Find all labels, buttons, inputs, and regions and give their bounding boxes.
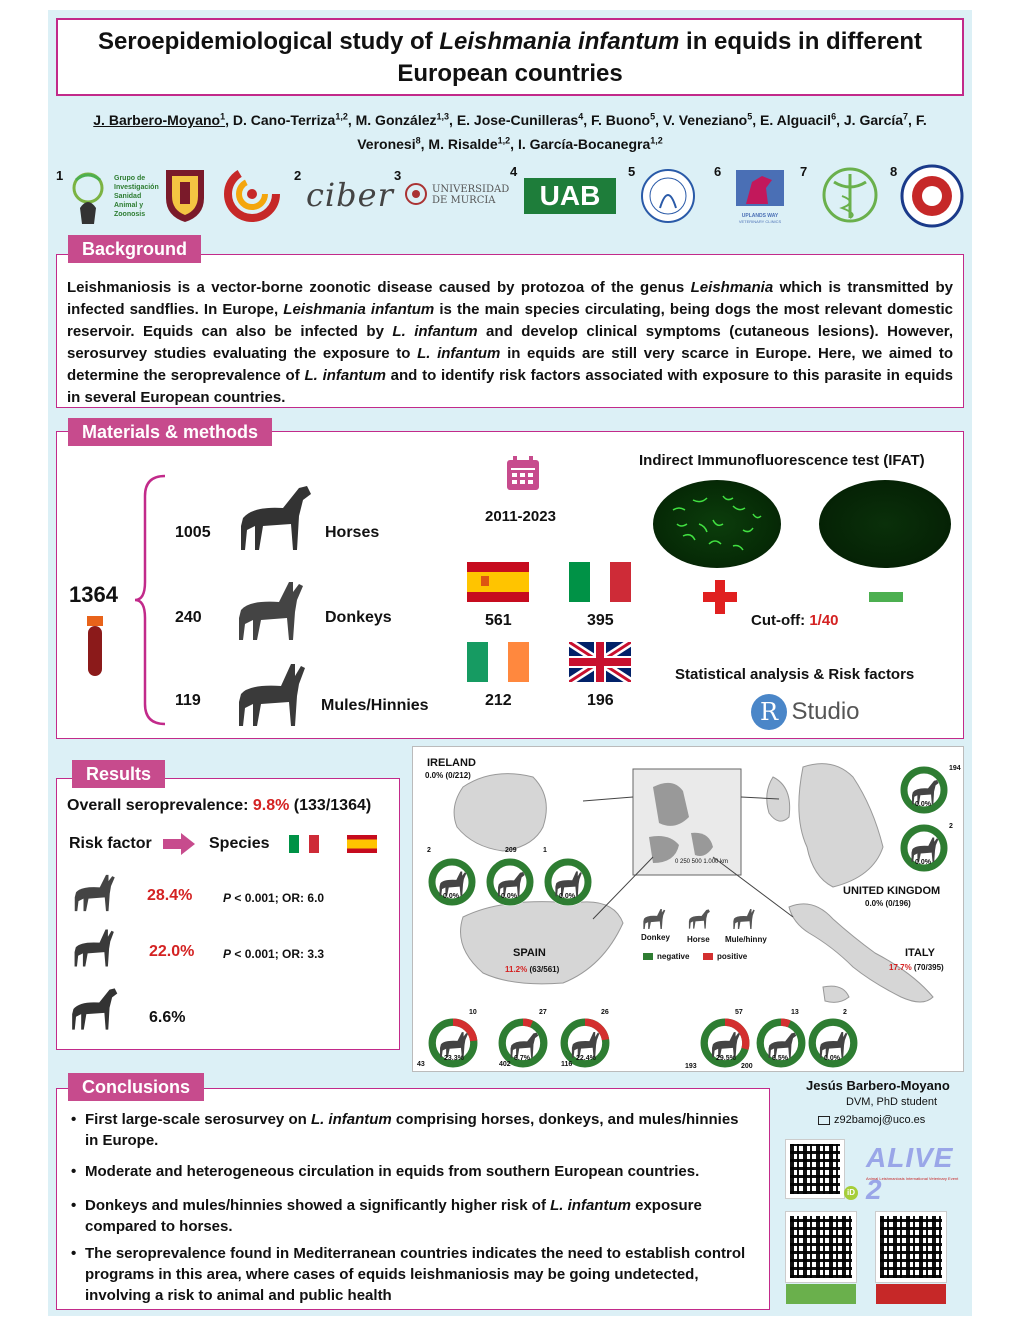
- affil-number: 1: [56, 168, 64, 183]
- blood-tube-icon: [83, 616, 107, 680]
- total-sample-count: 1364: [69, 582, 118, 607]
- overall-seroprevalence: Overall seroprevalence: 9.8% (133/1364): [67, 797, 372, 814]
- logo-row: [48, 160, 972, 230]
- rstudio-text: Studio: [791, 698, 860, 725]
- cutoff: Cut-off: 1/40: [751, 612, 839, 629]
- ring-count: 57: [735, 1009, 743, 1016]
- ifat-negative-image: [819, 480, 951, 568]
- risk-factor-label: Risk factor: [69, 835, 152, 852]
- ring-percentage: 6.5%: [772, 1055, 788, 1062]
- conclusion-item: • First large-scale serosurvey on L. infantum comprising horses, donkeys, and mules/hinnies in Europe.: [85, 1109, 745, 1151]
- minus-icon: [869, 592, 903, 602]
- italy-count: 395: [587, 612, 614, 629]
- ring-count: 13: [791, 1009, 799, 1016]
- author-name: J. García: [843, 111, 904, 128]
- first-author: J. Barbero-Moyano$^1$: [93, 111, 226, 128]
- ring-percentage: 0.0%: [824, 1055, 840, 1062]
- map-panel: [412, 746, 964, 1072]
- author-name: F. Veronesi: [357, 111, 927, 153]
- results-section: [56, 778, 400, 1050]
- background-section: [56, 254, 964, 408]
- mule-prevalence: 22.0%: [149, 943, 195, 960]
- legend-horse-label: Horse: [687, 935, 710, 944]
- bologna-seal-icon: [900, 164, 964, 228]
- donkey-count: 240: [175, 609, 202, 626]
- map-uk-label: UNITED KINGDOM: [843, 885, 941, 897]
- qr-code-1-banner: [786, 1284, 856, 1304]
- ring-count: 200: [741, 1063, 753, 1070]
- map-italy-label: ITALY: [905, 947, 935, 959]
- ring-count: 10: [469, 1009, 477, 1016]
- alive-logo: ALIVE 2: [866, 1142, 954, 1205]
- ireland-count: 212: [485, 692, 512, 709]
- author-name: V. Veneziano: [662, 111, 748, 128]
- author-name: I. García-Bocanegra: [517, 136, 651, 153]
- group-animal-icon: [68, 168, 108, 228]
- methods-section: [56, 431, 964, 739]
- mule-icon: [233, 658, 317, 732]
- orcid-icon: iD: [844, 1186, 858, 1200]
- mule-row-icon: [71, 925, 121, 971]
- uplands-horse-icon: [732, 168, 788, 208]
- ring-percentage: 22.4%: [576, 1055, 596, 1062]
- conclusion-item: • Donkeys and mules/hinnies showed a significantly higher risk of L. infantum exposure compared to horses.: [85, 1195, 745, 1237]
- plus-icon: [703, 580, 737, 614]
- author-name: F. Buono: [591, 111, 651, 128]
- ifat-positive-image: [653, 480, 781, 568]
- ring-count: 2: [843, 1009, 847, 1016]
- map-spain-label: SPAIN: [513, 947, 546, 959]
- conclusions-heading: Conclusions: [68, 1073, 204, 1101]
- donkey-stat: P < 0.001; OR: 6.0: [223, 891, 325, 905]
- caduceus-icon: [820, 166, 880, 224]
- ring-percentage: 0.0%: [443, 893, 459, 900]
- contact-email[interactable]: z92bamoj@uco.es: [818, 1114, 925, 1126]
- ring-percentage: 0.0%: [501, 893, 517, 900]
- donkey-row-icon: [71, 871, 121, 915]
- ring-count: 2: [949, 823, 953, 830]
- legend-mule-icon: [731, 907, 759, 931]
- ring-percentage: 0.0%: [915, 859, 931, 866]
- conclusion-item: • Moderate and heterogeneous circulation in equids from southern European countries.: [85, 1161, 745, 1182]
- map-spain-sub: 11.2% (63/561): [505, 965, 560, 974]
- uab-logo: UAB: [524, 178, 616, 214]
- affil-number: 5: [628, 164, 636, 179]
- uk-flag-icon: [569, 642, 631, 682]
- affil-number: 4: [510, 164, 518, 179]
- horse-count: 1005: [175, 524, 211, 541]
- title-text-1: Seroepidemiological study of: [97, 28, 440, 55]
- arrow-right-icon: [163, 833, 195, 855]
- author-name: M. González: [355, 111, 437, 128]
- campus-c-logo-icon: [224, 166, 280, 222]
- university-cordoba-crest-icon: [162, 166, 208, 224]
- donkey-icon: [233, 576, 313, 646]
- ring-percentage: 23.3%: [444, 1055, 464, 1062]
- author-name: M. Risalde: [428, 136, 498, 153]
- other-authors: , D. Cano-Terriza$^{1,2}$, M. González$^{1,3}$, E. Jose-Cunilleras$^4$, F. Buono$^5$, V. Veneziano$^5$, E. Alguacil$^6$, J. García$^7$, F. Veronesi$^8$, M. Risalde$^{1,2}$, I. García-Bocanegra$^{1,2}$: [225, 111, 927, 153]
- mule-stat: P < 0.001; OR: 3.3: [223, 947, 325, 961]
- ring-percentage: 0.0%: [915, 801, 931, 808]
- spain-count: 561: [485, 612, 512, 629]
- methods-heading: Materials & methods: [68, 418, 272, 446]
- ring-percentage: 29.5%: [716, 1055, 736, 1062]
- mule-label: Mules/Hinnies: [321, 697, 429, 714]
- ring-count: 209: [505, 847, 517, 854]
- contact-role: DVM, PhD student: [846, 1096, 938, 1108]
- conclusions-section: [56, 1088, 770, 1310]
- map-italy-sub: 17.7% (70/395): [889, 963, 944, 972]
- qr-code-orcid[interactable]: [786, 1140, 844, 1198]
- horse-icon: [233, 478, 323, 558]
- murcia-logo-text: UNIVERSIDAD DE MURCIA: [432, 184, 510, 206]
- uk-count: 196: [587, 692, 614, 709]
- ireland-flag-icon: [467, 642, 529, 682]
- mule-count: 119: [175, 692, 201, 709]
- map-scale: 0 250 500 1.000 km: [675, 859, 729, 865]
- ring-count: 116: [561, 1061, 573, 1068]
- legend-negative-label: negative: [657, 952, 690, 961]
- contact-name: Jesús Barbero-Moyano: [806, 1078, 950, 1093]
- calendar-icon: [503, 454, 543, 494]
- poster-title: [56, 18, 964, 96]
- spain-flag-icon: [467, 562, 529, 602]
- legend-mule-label: Mule/hinny: [725, 935, 767, 944]
- results-heading: Results: [72, 760, 165, 788]
- species-brace: [135, 472, 169, 728]
- legend-donkey-label: Donkey: [641, 933, 670, 942]
- group-logo: [68, 168, 159, 228]
- ifat-title: Indirect Immunofluorescence test (IFAT): [639, 452, 925, 469]
- affil-number: 6: [714, 164, 722, 179]
- legend-donkey-icon: [641, 907, 669, 931]
- legend-negative-swatch: [643, 953, 653, 960]
- legend-positive-swatch: [703, 953, 713, 960]
- rstudio-logo: [751, 694, 860, 734]
- author-name: D. Cano-Terriza: [232, 111, 336, 128]
- ring-count: 2: [427, 847, 431, 854]
- species-label: Species: [209, 835, 270, 852]
- uplands-logo: UPLANDS WAY VETERINARY CLINICS: [732, 168, 788, 226]
- qr-code-2-banner: [876, 1284, 946, 1304]
- legend-positive-label: positive: [717, 952, 748, 961]
- ring-count: 43: [417, 1061, 425, 1068]
- ring-count: 194: [949, 765, 961, 772]
- horse-prevalence: 6.6%: [149, 1009, 186, 1026]
- italy-flag-small-icon: [289, 835, 319, 853]
- author-name: E. Alguacil: [760, 111, 832, 128]
- affil-number: 3: [394, 168, 402, 183]
- donkey-prevalence: 28.4%: [147, 887, 193, 904]
- qr-code-2[interactable]: [876, 1212, 946, 1282]
- spain-flag-small-icon: [347, 835, 377, 853]
- map-ireland-label: IRELAND: [427, 757, 476, 769]
- legend-horse-icon: [685, 907, 715, 931]
- donkey-label: Donkeys: [325, 609, 392, 626]
- background-text: Leishmaniosis is a vector-borne zoonotic disease caused by protozoa of the genus Leishmania which is transmitted by infected sandflies. In Europe, Leishmania infantum is the main species circulating, being dogs the most relevant domestic reservoir. Equids can also be infected by L. infantum and develop clinical symptoms (cutaneous lesions). However, serosurvey studies evaluating the exposure to L. infantum in equids are still very scarce in Europe. Here, we aimed to determine the seroprevalence of L. infantum and to identify risk factors associated with exposure to this parasite in equids in several European countries.: [67, 279, 953, 406]
- r-icon: R: [751, 694, 787, 730]
- study-period: 2011-2023: [485, 508, 556, 525]
- stats-title: Statistical analysis & Risk factors: [675, 666, 915, 683]
- ciber-logo: ciber: [306, 176, 394, 214]
- ring-count: 27: [539, 1009, 547, 1016]
- qr-code-1[interactable]: [786, 1212, 856, 1282]
- ring-count: 402: [499, 1061, 511, 1068]
- title-text-2: in equids in different European countries: [397, 28, 923, 87]
- fluorescent-parasites-icon: [653, 480, 781, 568]
- ring-percentage: 6.7%: [514, 1055, 530, 1062]
- murcia-seal-icon: [404, 182, 428, 206]
- background-heading: Background: [68, 235, 201, 263]
- group-logo-text: Grupo de Investigación Sanidad Animal y Zoonosis: [114, 175, 159, 218]
- ring-percentage: 0.0%: [559, 893, 575, 900]
- horse-row-icon: [67, 983, 125, 1035]
- ring-count: 26: [601, 1009, 609, 1016]
- italy-flag-icon: [569, 562, 631, 602]
- affil-number: 2: [294, 168, 302, 183]
- author-name: E. Jose-Cunilleras: [456, 111, 579, 128]
- author-list: [58, 106, 962, 155]
- affil-number: 7: [800, 164, 808, 179]
- conclusion-item: • The seroprevalence found in Mediterranean countries indicates the need to establish control programs in this area, where cases of equids leishmaniosis may be going undetected, involving a risk to animal and public health: [85, 1243, 761, 1306]
- ring-count: 193: [685, 1063, 697, 1070]
- poster: [48, 10, 972, 1316]
- horse-label: Horses: [325, 524, 380, 541]
- napoli-seal-icon: [640, 168, 696, 224]
- alive-logo-subtitle: Animal Leishmaniosis International Veterinary Event: [866, 1176, 959, 1181]
- map-uk-sub: 0.0% (0/196): [865, 899, 911, 908]
- envelope-icon: [818, 1116, 830, 1125]
- affil-number: 8: [890, 164, 898, 179]
- title-species: Leishmania infantum: [439, 28, 680, 55]
- map-ireland-sub: 0.0% (0/212): [425, 771, 471, 780]
- ring-count: 1: [543, 847, 547, 854]
